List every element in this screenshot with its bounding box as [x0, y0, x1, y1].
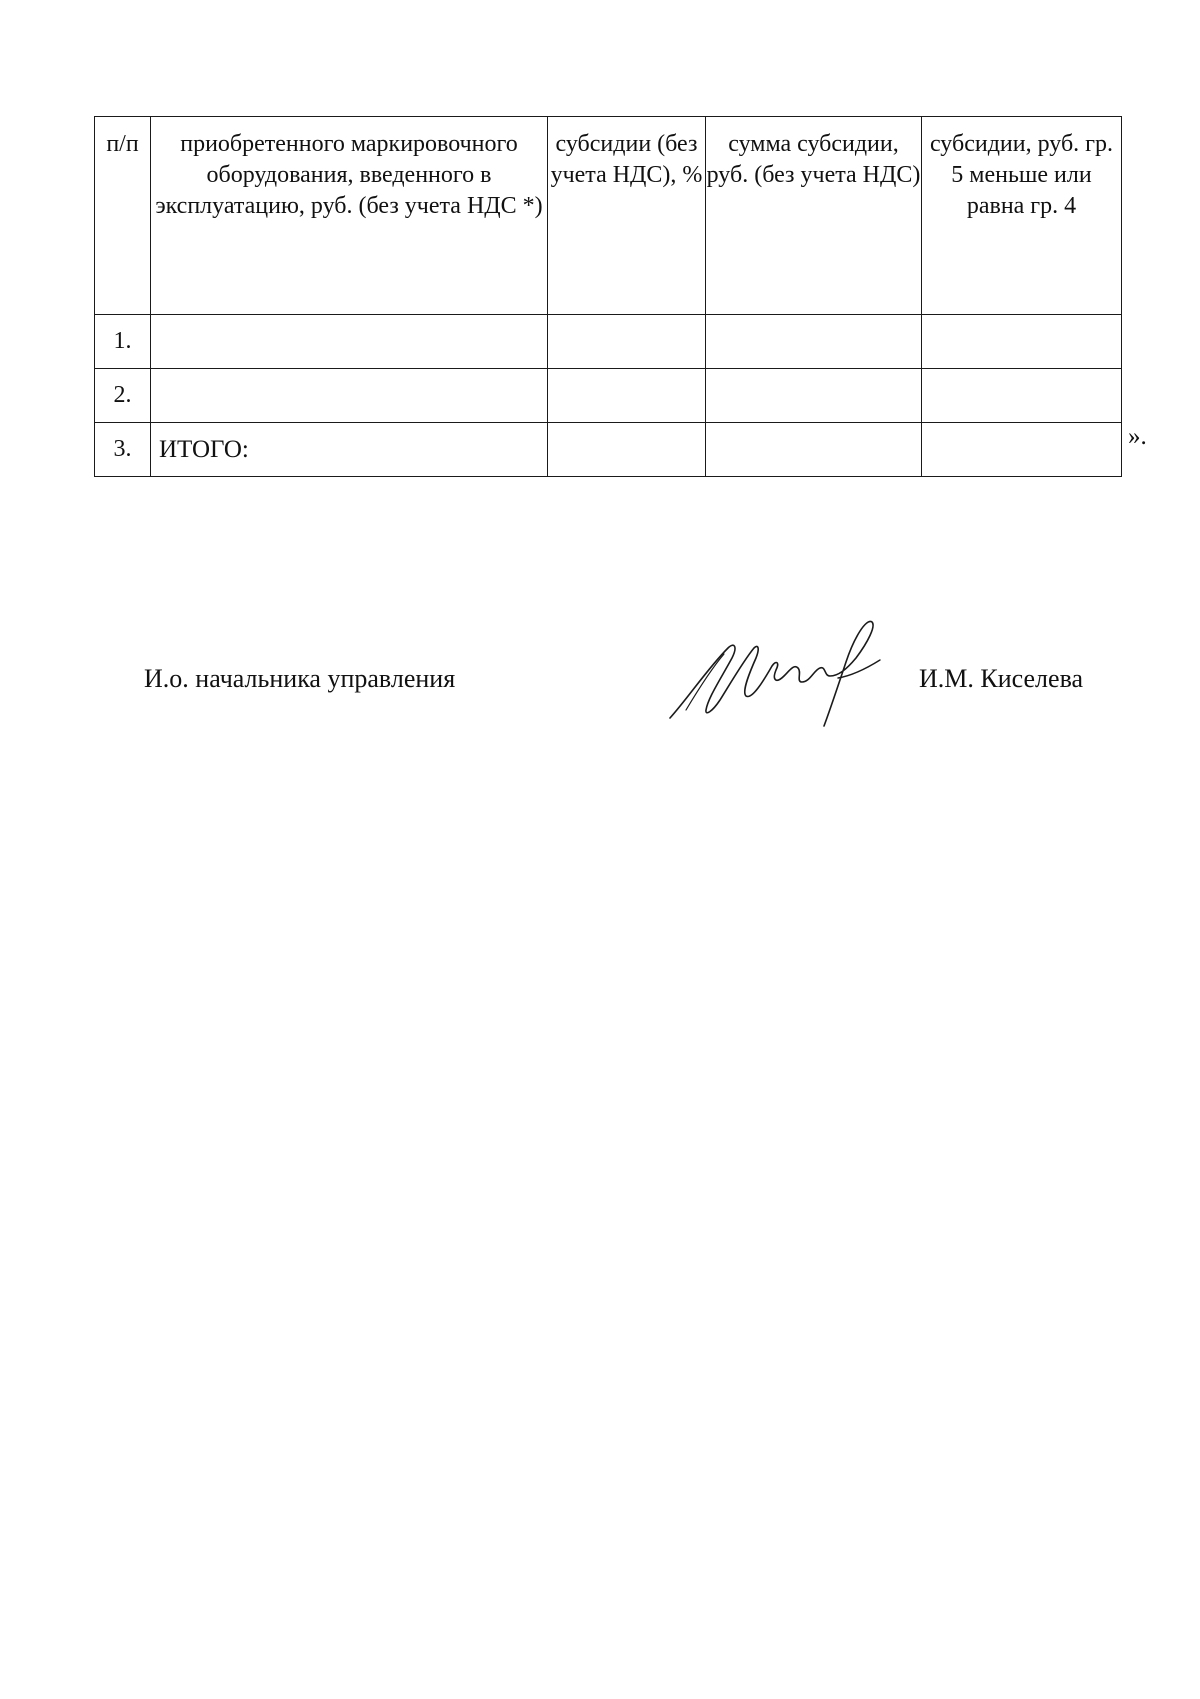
row-cell	[706, 423, 922, 477]
row-cell	[922, 315, 1122, 369]
table-row	[95, 315, 1122, 369]
header-cell-subsidy-percent: субсидии (без учета НДС), %	[548, 117, 706, 315]
row-number: 1.	[95, 315, 151, 369]
row-cell	[922, 369, 1122, 423]
header-cell-number: п/п	[95, 117, 151, 315]
handwritten-signature	[668, 618, 900, 728]
row-cell	[706, 315, 922, 369]
table-row-total	[95, 423, 1122, 477]
total-label: ИТОГО:	[151, 423, 548, 477]
row-cell	[706, 369, 922, 423]
table-header-row	[95, 117, 1122, 315]
signer-name: И.М. Киселева	[919, 664, 1084, 693]
subsidy-table	[94, 116, 1122, 477]
header-cell-equipment-cost: приобретенного маркировочного оборудования, введенного в эксплуатацию, руб. (без учета НДС *)	[151, 117, 548, 315]
row-number: 3.	[95, 423, 151, 477]
closing-quote: ».	[1128, 423, 1147, 450]
signer-position: И.о. начальника управления	[144, 664, 456, 693]
row-cell	[922, 423, 1122, 477]
row-number: 2.	[95, 369, 151, 423]
header-cell-subsidy-sum: сумма субсидии, руб. (без учета НДС)	[706, 117, 922, 315]
row-cell	[548, 369, 706, 423]
row-label	[151, 369, 548, 423]
table-row	[95, 369, 1122, 423]
header-cell-subsidy-check: субсидии, руб. гр. 5 меньше или равна гр. 4	[922, 117, 1122, 315]
row-cell	[548, 315, 706, 369]
row-cell	[548, 423, 706, 477]
row-label	[151, 315, 548, 369]
